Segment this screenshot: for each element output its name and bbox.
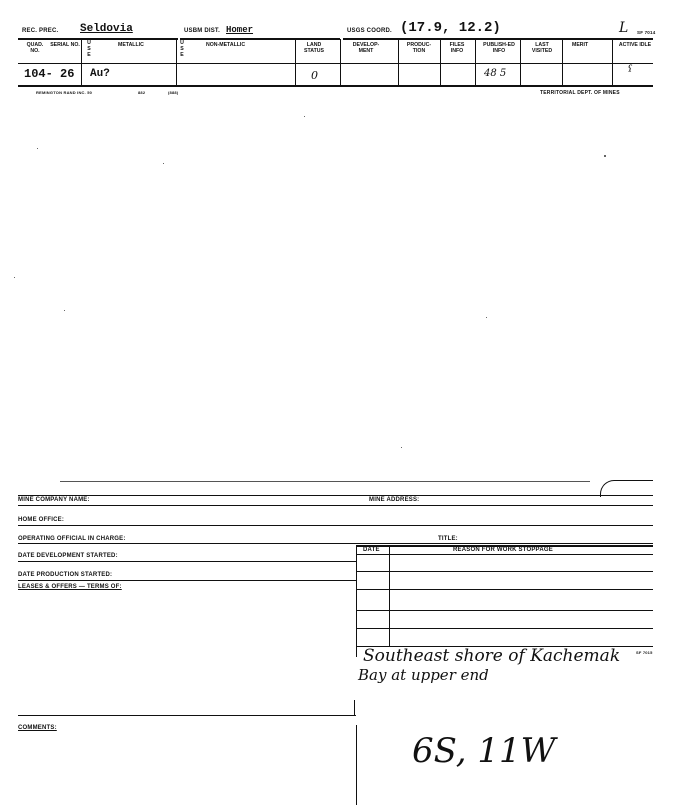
col-quad-no: QUAD. NO. [26,42,44,54]
published-info-value: 48 5 [484,68,507,79]
col-use-nonmetallic: U S E [180,40,184,58]
col-development: DEVELOP-MENT [352,42,380,54]
operating-official-label: OPERATING OFFICIAL IN CHARGE: [18,536,126,542]
title-label: TITLE: [438,536,458,542]
col-active-idle: ACTIVE IDLE [618,42,652,48]
printer-code-2: (888) [168,90,179,95]
printer-code-1: 882 [138,90,146,95]
usgs-coord-value: (17.9, 12.2) [400,20,501,36]
metallic-value: Au? [90,68,110,80]
form-number-top: SF 7014 [637,30,656,35]
col-non-metallic: NON-METALLIC [206,42,246,48]
mine-company-name-label: MINE COMPANY NAME: [18,497,90,503]
col-use-metallic: U S E [87,40,91,58]
comments-label: COMMENTS: [18,725,57,731]
department-name: TERRITORIAL DEPT. OF MINES [540,90,620,96]
active-mark: ˤ [628,62,633,81]
printer-imprint: REMINGTON RAND INC. 50 [36,90,93,95]
home-office-label: HOME OFFICE: [18,517,65,523]
card-letter: L [619,20,629,36]
usbm-dist-value: Homer [226,25,254,35]
col-metallic: METALLIC [118,42,144,48]
col-merit: MERIT [572,42,589,48]
leases-label: LEASES & OFFERS — TERMS OF: [18,584,122,590]
location-note-line2: Bay at upper end [358,666,489,684]
rec-prec-value: Seldovia [80,23,133,35]
form-number-back: SF 7015 [636,650,653,655]
col-land-status: LAND STATUS [304,42,324,54]
date-production-label: DATE PRODUCTION STARTED: [18,572,113,578]
date-column-header: DATE [363,547,380,553]
location-note-line1: Southeast shore of Kachemak [363,646,621,666]
rec-prec-label: REC. PREC. [22,28,59,34]
usbm-dist-label: USBM DIST. [184,28,221,34]
col-published-info: PUBLISH-ED INFO [483,42,515,54]
land-status-value: 0 [311,69,318,82]
col-last-visited: LAST VISITED [531,42,553,54]
col-files-info: FILES INFO [449,42,465,54]
reason-column-header: REASON FOR WORK STOPPAGE [453,547,553,553]
mine-address-label: MINE ADDRESS: [369,497,420,503]
col-serial-no: SERIAL NO. [50,42,80,48]
quad-serial-value: 104- 26 [24,67,75,81]
usgs-coord-label: USGS COORD. [347,28,392,34]
date-development-label: DATE DEVELOPMENT STARTED: [18,553,118,559]
col-production: PRODUC-TION [406,42,432,54]
township-note: 6S, 11W [412,731,556,771]
